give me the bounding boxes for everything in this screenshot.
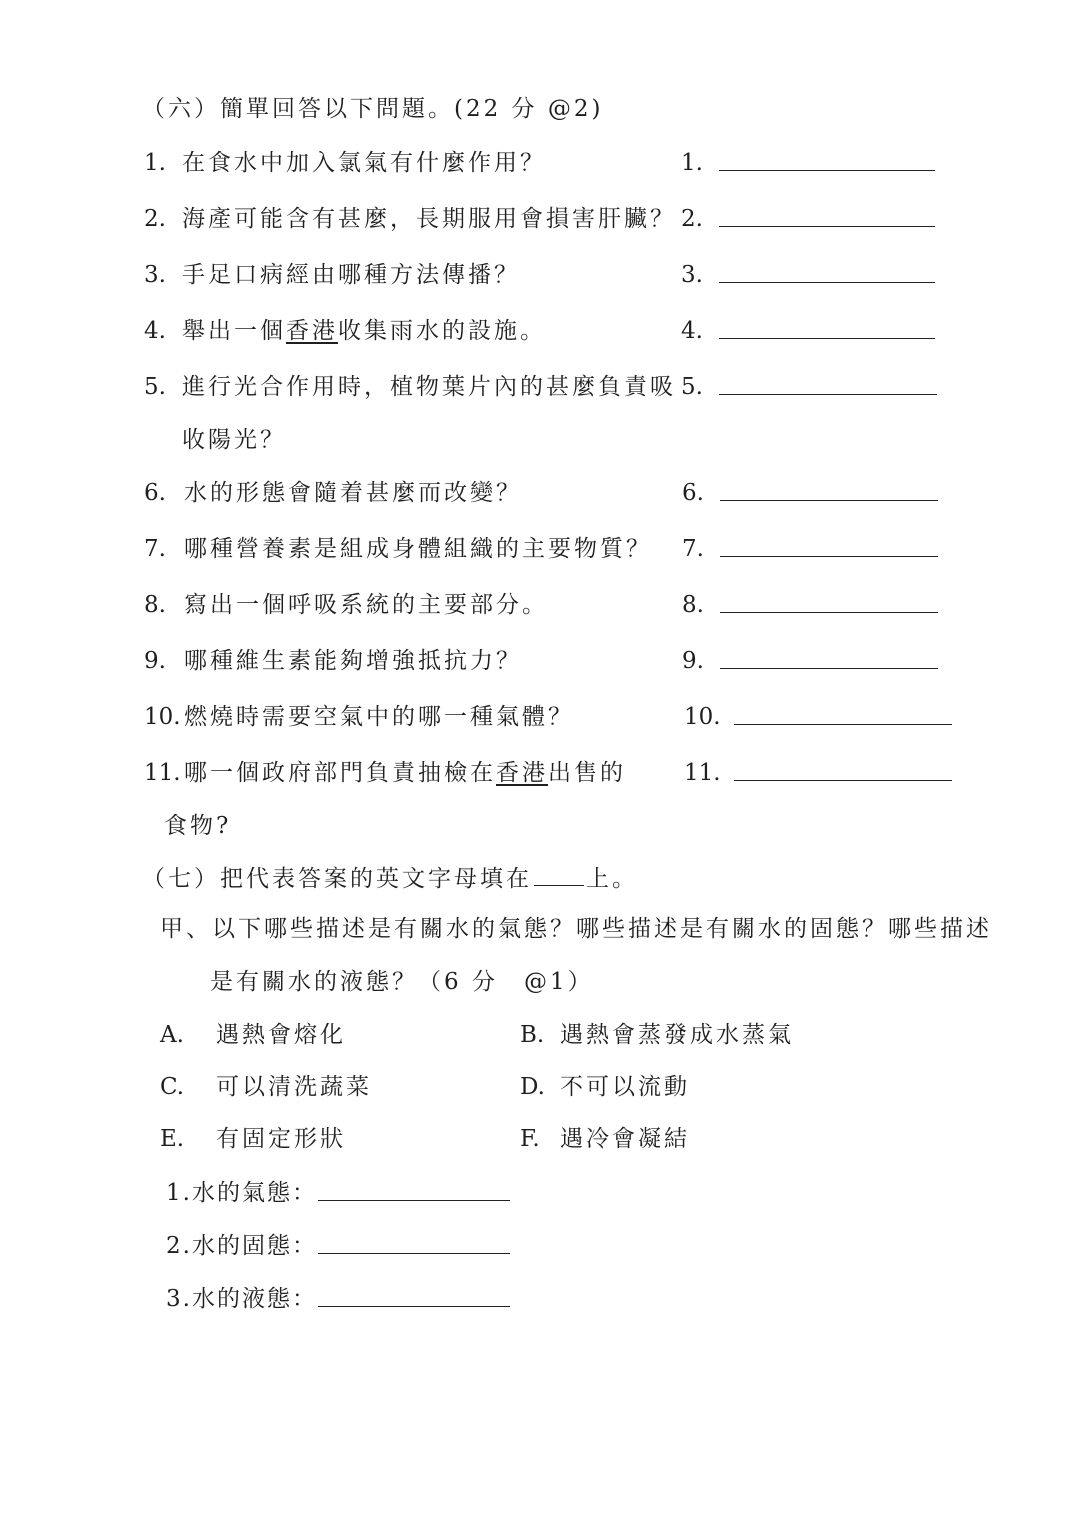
- question-text: 哪一個政府部門負責抽檢在香港出售的: [184, 760, 626, 786]
- question-number: 10.: [144, 704, 181, 730]
- option-letter: F.: [520, 1126, 540, 1152]
- answer-number: 5.: [681, 374, 703, 400]
- question-text: 燃燒時需要空氣中的哪一種氣體？: [184, 704, 574, 730]
- option-letter: E.: [160, 1126, 185, 1152]
- answer-label: 1.水的氣態：: [166, 1180, 317, 1206]
- option-text: 遇熱會蒸發成水蒸氣: [560, 1022, 794, 1048]
- part-a-instruction-continued: 是有關水的液態？（6 分 @1）: [210, 969, 594, 995]
- answer-number: 1.: [681, 150, 703, 176]
- section6-title: （六）簡單回答以下問題。(22 分 @2): [142, 96, 604, 122]
- answer-number: 9.: [682, 648, 704, 674]
- answer-number: 8.: [682, 592, 704, 618]
- option-letter: A.: [160, 1022, 184, 1048]
- option-letter: C.: [160, 1074, 185, 1100]
- answer-line[interactable]: [734, 780, 952, 781]
- question-text: 水的形態會隨着甚麼而改變？: [184, 480, 522, 506]
- answer-label: 3.水的液態：: [166, 1286, 317, 1312]
- question-number: 5.: [144, 374, 166, 400]
- fill-blank-sample: [534, 865, 584, 886]
- answer-line[interactable]: [719, 338, 935, 339]
- question-text: 進行光合作用時，植物葉片內的甚麼負責吸: [182, 374, 676, 400]
- answer-line[interactable]: [318, 1200, 510, 1201]
- option-text: 可以清洗蔬菜: [216, 1074, 372, 1100]
- question-number: 6.: [144, 480, 166, 506]
- underlined-place-name: 香港: [496, 760, 548, 786]
- question-text: 哪種營養素是組成身體組織的主要物質？: [184, 536, 652, 562]
- option-letter: D.: [520, 1074, 545, 1100]
- answer-line[interactable]: [720, 612, 938, 613]
- answer-line[interactable]: [720, 556, 938, 557]
- option-text: 有固定形狀: [216, 1126, 346, 1152]
- answer-line[interactable]: [318, 1253, 510, 1254]
- question-text: 海產可能含有甚麼，長期服用會損害肝臟？: [182, 206, 676, 232]
- answer-line[interactable]: [720, 500, 938, 501]
- answer-line[interactable]: [719, 394, 937, 395]
- answer-number: 6.: [682, 480, 704, 506]
- answer-line[interactable]: [719, 226, 935, 227]
- answer-number: 3.: [681, 262, 703, 288]
- question-text-continued: 收陽光？: [182, 427, 286, 453]
- answer-label: 2.水的固態：: [166, 1233, 317, 1259]
- answer-line[interactable]: [734, 724, 952, 725]
- option-text: 遇熱會熔化: [216, 1022, 346, 1048]
- question-text: 舉出一個香港收集雨水的設施。: [182, 318, 546, 344]
- question-text: 哪種維生素能夠增強抵抗力？: [184, 648, 522, 674]
- answer-line[interactable]: [719, 282, 935, 283]
- part-a-instruction: 甲、以下哪些描述是有關水的氣態？哪些描述是有關水的固態？哪些描述: [160, 916, 992, 942]
- answer-number: 11.: [684, 760, 721, 786]
- answer-line[interactable]: [720, 668, 938, 669]
- question-number: 3.: [144, 262, 166, 288]
- question-number: 7.: [144, 536, 166, 562]
- option-text: 不可以流動: [560, 1074, 690, 1100]
- question-number: 4.: [144, 318, 166, 344]
- answer-number: 4.: [681, 318, 703, 344]
- option-letter: B.: [520, 1022, 545, 1048]
- answer-number: 10.: [684, 704, 721, 730]
- question-number: 8.: [144, 592, 166, 618]
- option-text: 遇冷會凝結: [560, 1126, 690, 1152]
- answer-number: 2.: [681, 206, 703, 232]
- question-text: 在食水中加入氯氣有什麼作用？: [182, 150, 546, 176]
- question-text: 寫出一個呼吸系統的主要部分。: [184, 592, 548, 618]
- question-number: 2.: [144, 206, 166, 232]
- question-number: 9.: [144, 648, 166, 674]
- answer-number: 7.: [682, 536, 704, 562]
- section7-title: （七）把代表答案的英文字母填在 上。: [142, 866, 638, 892]
- question-number: 11.: [144, 760, 181, 786]
- question-text-continued: 食物?: [164, 813, 232, 839]
- underlined-place-name: 香港: [286, 318, 338, 344]
- question-text: 手足口病經由哪種方法傳播？: [182, 262, 520, 288]
- answer-line[interactable]: [719, 170, 935, 171]
- answer-line[interactable]: [318, 1306, 510, 1307]
- question-number: 1.: [144, 150, 166, 176]
